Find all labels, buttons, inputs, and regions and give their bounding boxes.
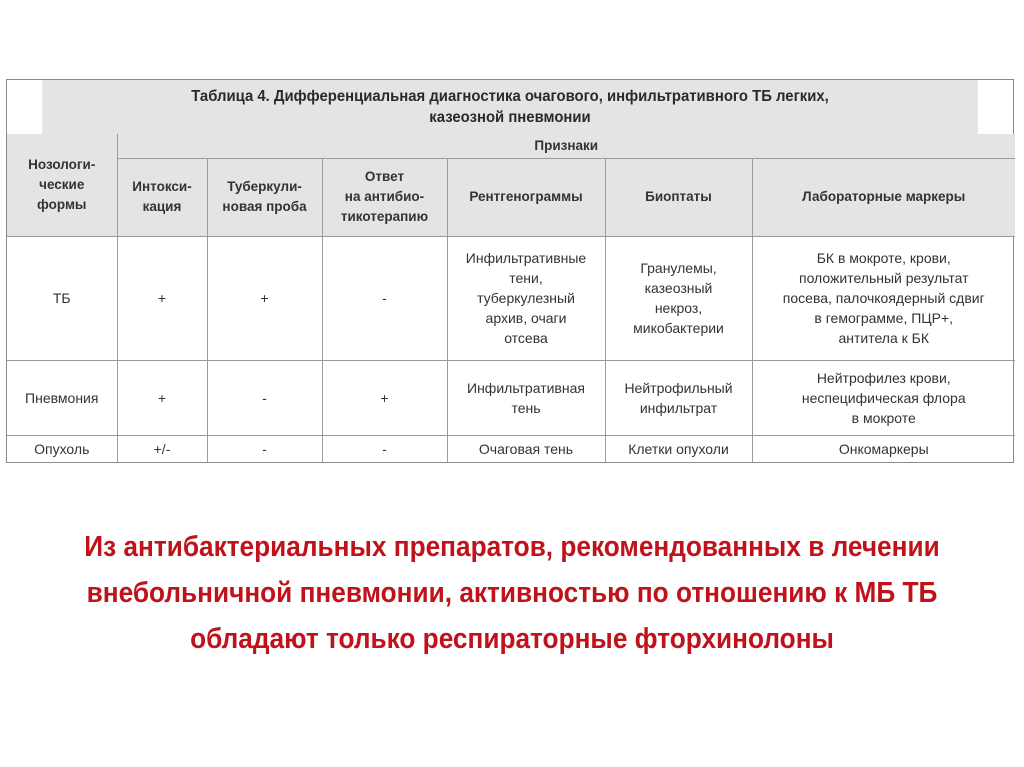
cell-radiographs: Инфильтративные тени, туберкулезный архив, очаги отсева [447,236,605,360]
table-title-line-1: Таблица 4. Дифференциальная диагностика очагового, инфильтративного ТБ легких, [191,88,829,105]
cell-tuberculin-test: - [207,360,322,435]
cell-intoxication: + [117,236,207,360]
row-form-pneumonia: Пневмония [7,360,117,435]
table-row [7,236,1015,360]
cell-biopsies: Гранулемы, казеозный некроз, микобактерии [605,236,752,360]
row-form-tb: ТБ [7,236,117,360]
header-radiographs: Рентгенограммы [447,158,605,236]
cell-radiographs: Очаговая тень [447,435,605,463]
diagnosis-table-frame [6,79,1014,463]
cell-tuberculin-test: - [207,435,322,463]
table-title [42,80,978,135]
cell-biopsies: Нейтрофильный инфильтрат [605,360,752,435]
cell-antibiotic-response: + [322,360,447,435]
table-row [7,360,1015,435]
cell-antibiotic-response: - [322,236,447,360]
cell-antibiotic-response: - [322,435,447,463]
header-signs: Признаки [117,134,1015,158]
diagnosis-table [7,134,1015,463]
header-antibiotic-response: Ответ на антибио- тикотерапию [322,158,447,236]
cell-lab-markers: БК в мокроте, крови, положительный результат посева, палочкоядерный сдвиг в гемограмме, ПЦР+, антитела к БК [752,236,1015,360]
cell-lab-markers: Онкомаркеры [752,435,1015,463]
row-form-tumor: Опухоль [7,435,117,463]
table-row [7,435,1015,463]
cell-biopsies: Клетки опухоли [605,435,752,463]
slide-caption: Из антибактериальных препаратов, рекомендованных в лечении внебольничной пневмонии, активностью по отношению к МБ ТБ обладают только респираторные фторхинолоны [84,531,940,655]
cell-tuberculin-test: + [207,236,322,360]
cell-intoxication: +/- [117,435,207,463]
table-title-line-2: казеозной пневмонии [429,109,591,126]
header-tuberculin-test: Туберкули- новая проба [207,158,322,236]
header-intoxication: Интокси- кация [117,158,207,236]
header-nosological-forms: Нозологи- ческие формы [7,134,117,236]
cell-radiographs: Инфильтративная тень [447,360,605,435]
header-lab-markers: Лабораторные маркеры [752,158,1015,236]
header-biopsies: Биоптаты [605,158,752,236]
cell-lab-markers: Нейтрофилез крови, неспецифическая флора в мокроте [752,360,1015,435]
cell-intoxication: + [117,360,207,435]
